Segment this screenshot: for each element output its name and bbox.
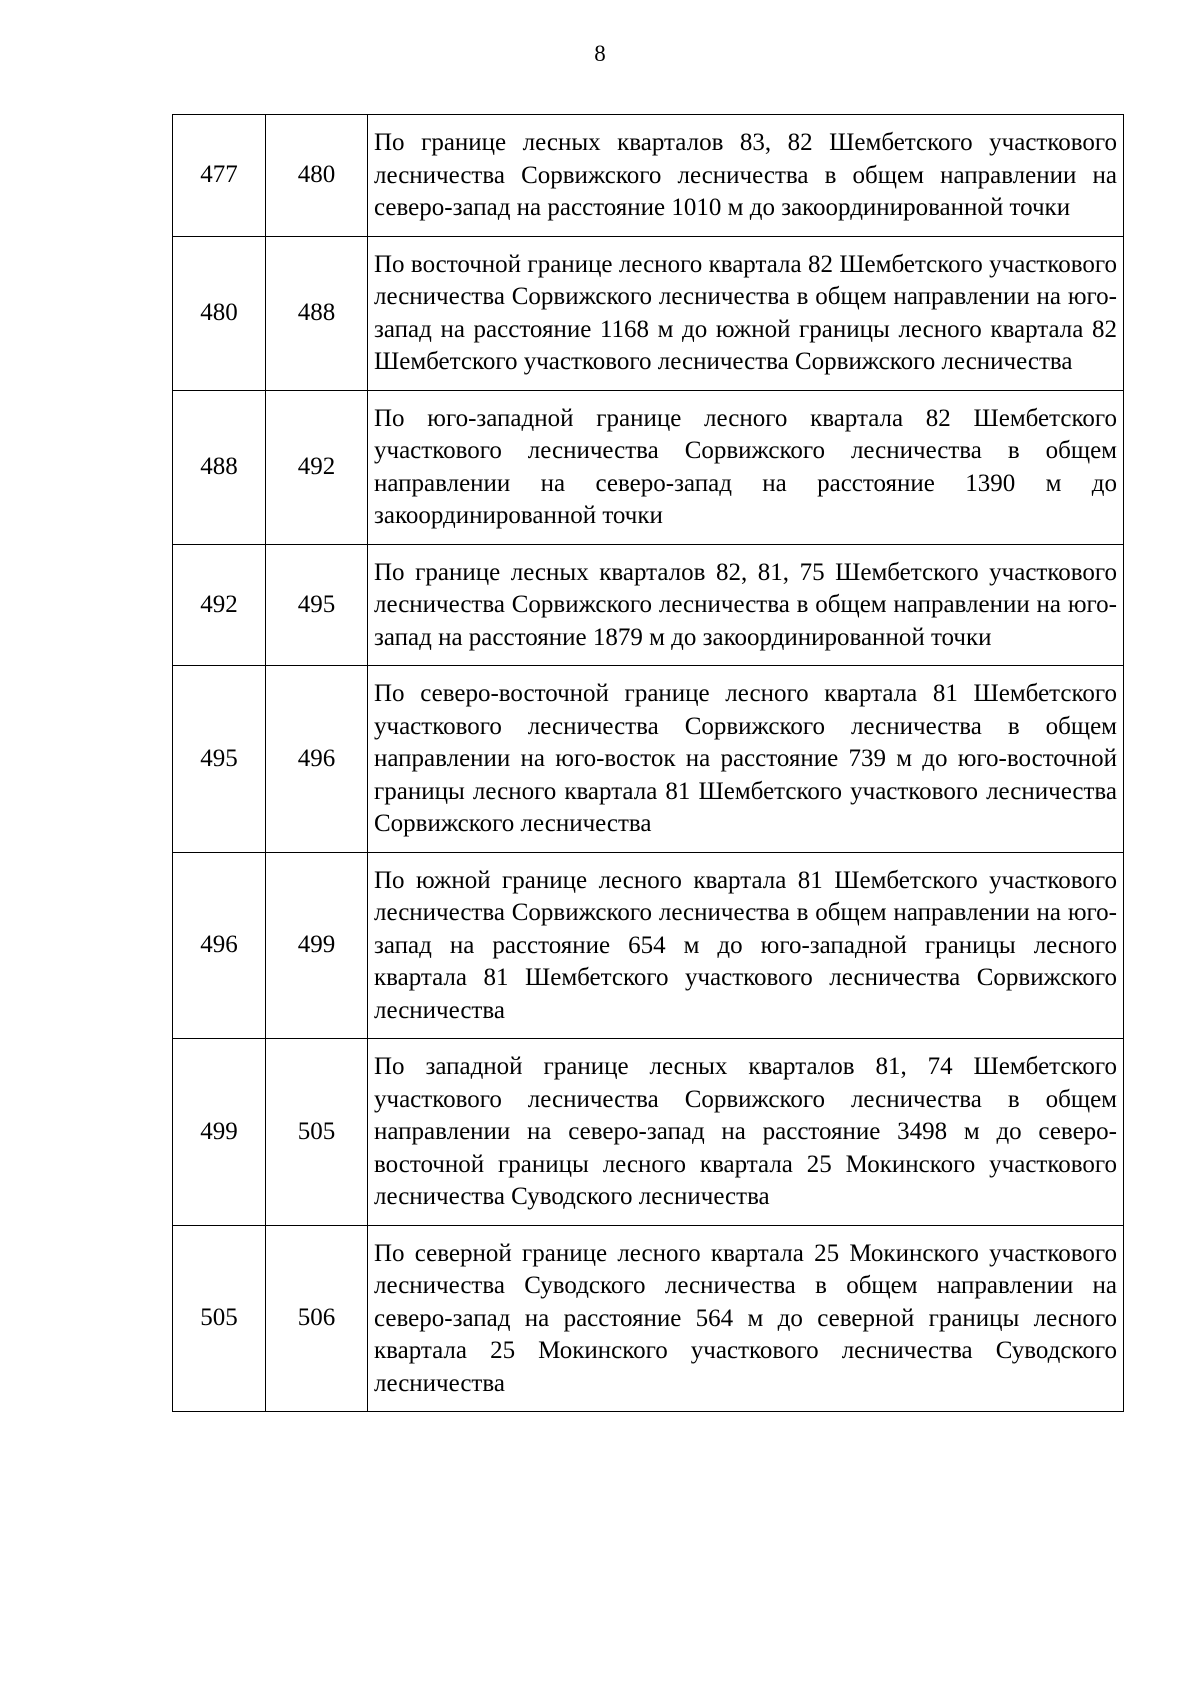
point-to-cell: 506 (266, 1225, 368, 1412)
point-to-cell: 480 (266, 115, 368, 237)
point-to-cell: 488 (266, 236, 368, 390)
table-row (173, 1039, 1124, 1226)
point-from-cell: 477 (173, 115, 266, 237)
table-row (173, 236, 1124, 390)
boundary-description-cell: По западной границе лесных кварталов 81, 74 Шембетского участкового лесничества Сорвижского лесничества в общем направлении на северо-запад на расстояние 3498 м до северо-восточной границы лесного квартала 25 Мокинского участкового лесничества Суводского лесничества (368, 1039, 1124, 1226)
point-to-cell: 499 (266, 852, 368, 1039)
point-from-cell: 496 (173, 852, 266, 1039)
point-to-cell: 492 (266, 390, 368, 544)
point-to-cell: 505 (266, 1039, 368, 1226)
boundary-table (172, 114, 1124, 1412)
boundary-description-cell: По границе лесных кварталов 83, 82 Шембетского участкового лесничества Сорвижского лесничества в общем направлении на северо-запад на расстояние 1010 м до закоординированной точки (368, 115, 1124, 237)
point-from-cell: 499 (173, 1039, 266, 1226)
point-from-cell: 505 (173, 1225, 266, 1412)
point-from-cell: 480 (173, 236, 266, 390)
point-to-cell: 496 (266, 666, 368, 853)
point-from-cell: 492 (173, 544, 266, 666)
point-from-cell: 488 (173, 390, 266, 544)
table-row (173, 115, 1124, 237)
table-row (173, 544, 1124, 666)
boundary-description-cell: По северо-восточной границе лесного квартала 81 Шембетского участкового лесничества Сорвижского лесничества в общем направлении на юго-восток на расстояние 739 м до юго-восточной границы лесного квартала 81 Шембетского участкового лесничества Сорвижского лесничества (368, 666, 1124, 853)
boundary-description-cell: По южной границе лесного квартала 81 Шембетского участкового лесничества Сорвижского лесничества в общем направлении на юго-запад на расстояние 654 м до юго-западной границы лесного квартала 81 Шембетского участкового лесничества Сорвижского лесничества (368, 852, 1124, 1039)
table-row (173, 390, 1124, 544)
boundary-description-cell: По границе лесных кварталов 82, 81, 75 Шембетского участкового лесничества Сорвижского лесничества в общем направлении на юго-запад на расстояние 1879 м до закоординированной точки (368, 544, 1124, 666)
point-from-cell: 495 (173, 666, 266, 853)
table-row (173, 1225, 1124, 1412)
table-row (173, 666, 1124, 853)
table-row (173, 852, 1124, 1039)
boundary-description-cell: По северной границе лесного квартала 25 Мокинского участкового лесничества Суводского лесничества в общем направлении на северо-запад на расстояние 564 м до северной границы лесного квартала 25 Мокинского участкового лесничества Суводского лесничества (368, 1225, 1124, 1412)
page-number: 8 (594, 41, 606, 66)
point-to-cell: 495 (266, 544, 368, 666)
boundary-description-cell: По юго-западной границе лесного квартала 82 Шембетского участкового лесничества Сорвижского лесничества в общем направлении на северо-запад на расстояние 1390 м до закоординированной точки (368, 390, 1124, 544)
boundary-description-cell: По восточной границе лесного квартала 82 Шембетского участкового лесничества Сорвижского лесничества в общем направлении на юго-запад на расстояние 1168 м до южной границы лесного квартала 82 Шембетского участкового лесничества Сорвижского лесничества (368, 236, 1124, 390)
